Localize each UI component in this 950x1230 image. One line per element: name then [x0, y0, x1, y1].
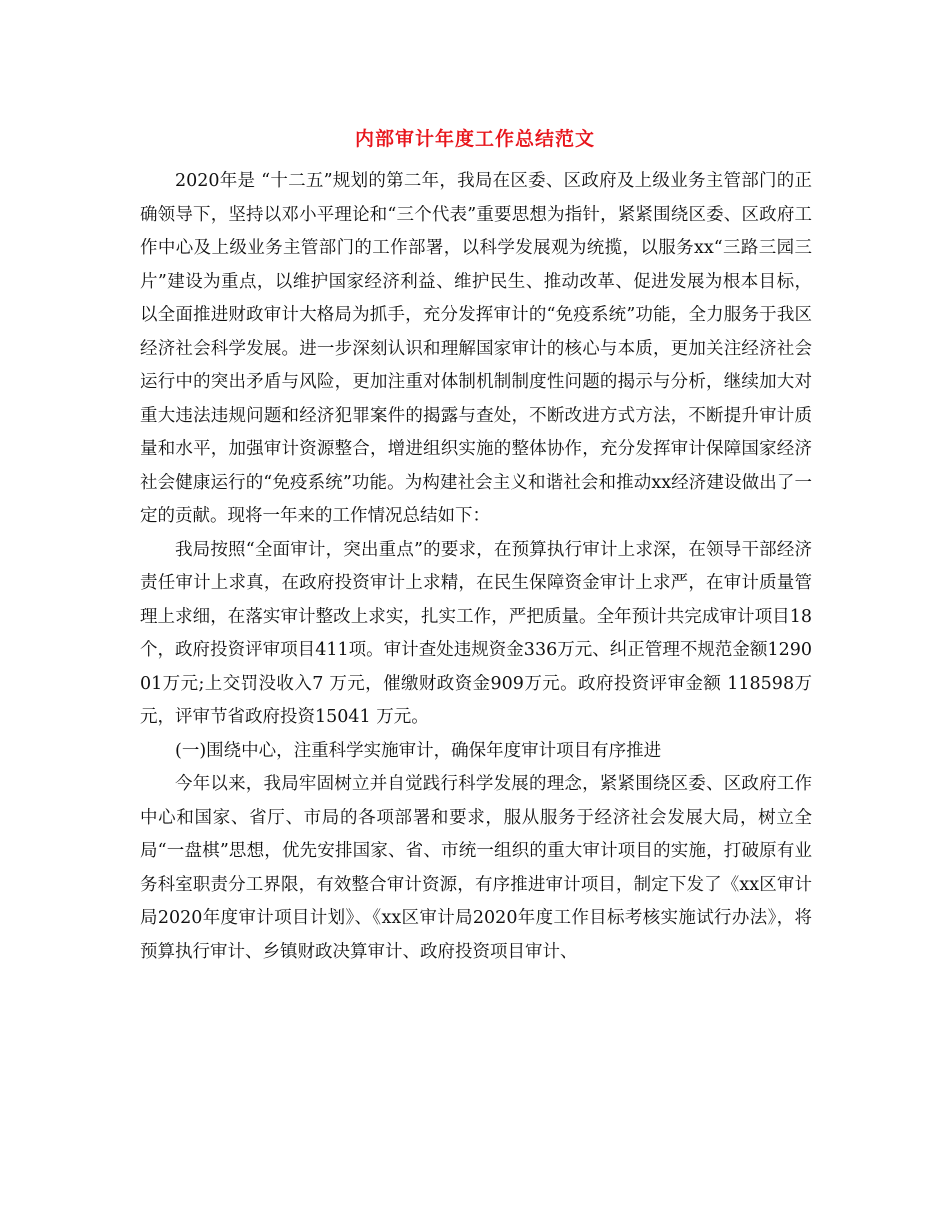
document-title: 内部审计年度工作总结范文 [354, 128, 595, 150]
paragraph-intro: 2020年是 “十二五”规划的第二年，我局在区委、区政府及上级业务主管部门的正确领导下，坚持以邓小平理论和“三个代表”重要思想为指针，紧紧围绕区委、区政府工作中心及上级业务主管部门的工作部署，以科学发展观为统揽，以服务xx“三路三园三片”建设为重点，以维护国家经济利益、维护民生、推动改革、促进发展为根本目标，以全面推进财政审计大格局为抓手，充分发挥审计的“免疫系统”功能，全力服务于我区经济社会科学发展。进一步深刻认识和理解国家审计的核心与本质，更加关注经济社会运行中的突出矛盾与风险，更加注重对体制机制制度性问题的揭示与分析，继续加大对重大违法违规问题和经济犯罪案件的揭露与查处，不断改进方式方法，不断提升审计质量和水平，加强审计资源整合，增进组织实施的整体协作，充分发挥审计保障国家经济社会健康运行的“免疫系统”功能。为构建社会主义和谐社会和推动xx经济建设做出了一定的贡献。现将一年来的工作情况总结如下： [140, 171, 812, 526]
paragraph-summary: 我局按照“全面审计，突出重点”的要求，在预算执行审计上求深，在领导干部经济责任审计上求真，在政府投资审计上求精，在民生保障资金审计上求严，在审计质量管理上求细，在落实审计整改上求实，扎实工作，严把质量。全年预计共完成审计项目18个，政府投资评审项目411项。审计查处违规资金336万元、纠正管理不规范金额129001万元;上交罚没收入7 万元，催缴财政资金909万元。政府投资评审金额 118598万元，评审节省政府投资15041 万元。 [140, 539, 812, 727]
section-heading-1: (一)围绕中心，注重科学实施审计，确保年度审计项目有序推进 [175, 740, 662, 761]
paragraph-section-1: 今年以来，我局牢固树立并自觉践行科学发展的理念，紧紧围绕区委、区政府工作中心和国家、省厅、市局的各项部署和要求，服从服务于经济社会发展大局，树立全局“一盘棋”思想，优先安排国家、省、市统一组织的重大审计项目的实施，打破原有业务科室职责分工界限，有效整合审计资源，有序推进审计项目，制定下发了《xx区审计局2020年度审计项目计划》、《xx区审计局2020年度工作目标考核实施试行办法》，将预算执行审计、乡镇财政决算审计、政府投资项目审计、 [140, 774, 812, 962]
document-body [140, 165, 812, 969]
